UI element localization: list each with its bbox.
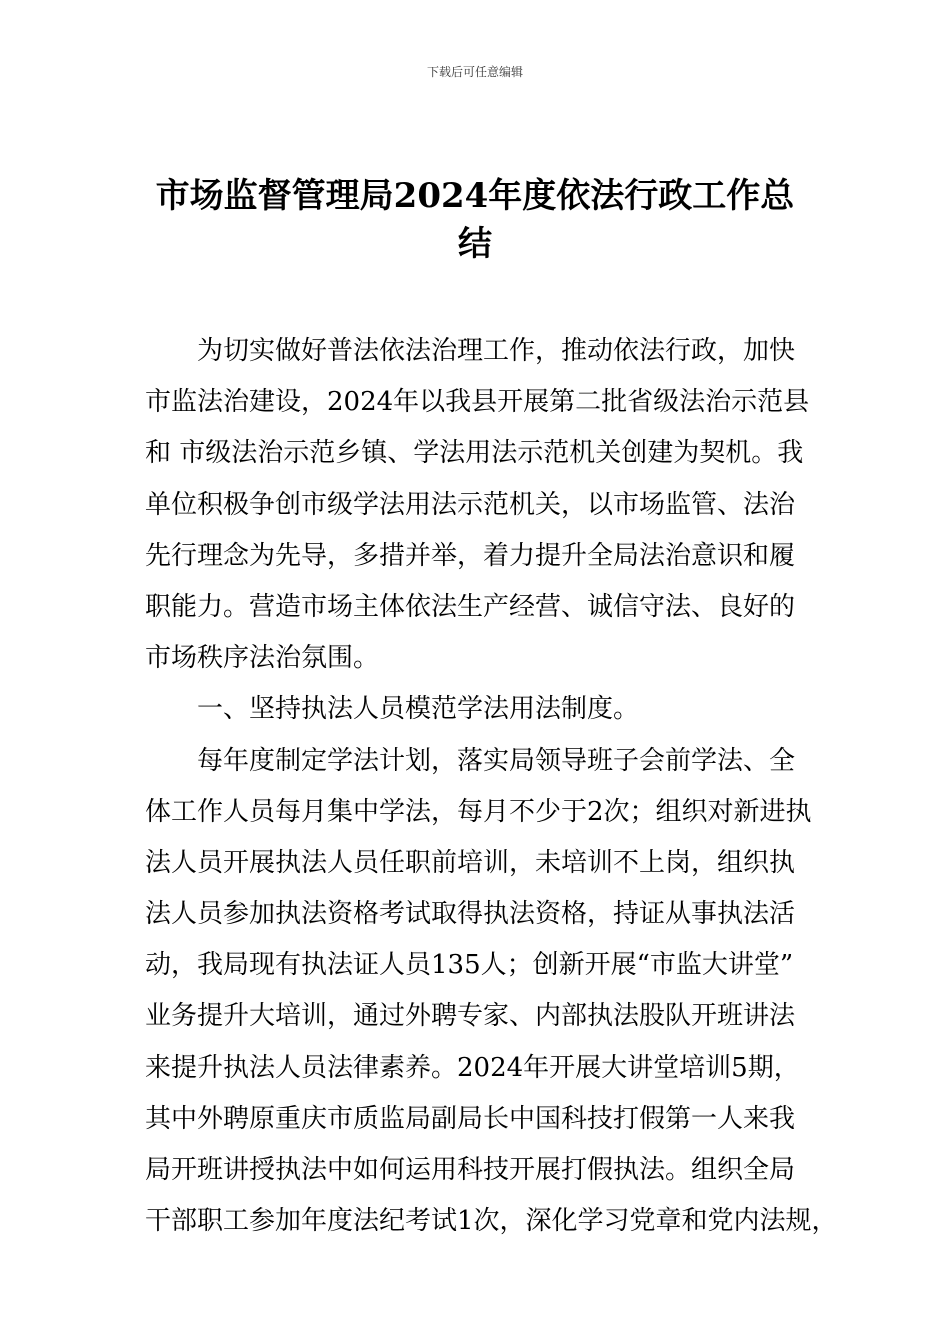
paragraph-1-line-7: 市场秩序法治氛围。	[145, 643, 380, 674]
paragraph-2-line-1: 每年度制定学法计划，落实局领导班子会前学法、全	[197, 745, 796, 776]
page-header: 下载后可任意编辑	[426, 65, 523, 79]
section-heading-1: 一、坚持执法人员模范学法用法制度。	[197, 694, 640, 725]
paragraph-2-line-8: 其中外聘原重庆市质监局副局长中国科技打假第一人来我	[145, 1103, 796, 1134]
title-line-2: 结	[458, 224, 492, 264]
paragraph-1-line-5: 先行理念为先导，多措并举，着力提升全局法治意识和履	[145, 540, 796, 571]
document-body	[145, 326, 838, 1247]
paragraph-2-line-3: 法人员开展执法人员任职前培训，未培训不上岗，组织执	[145, 847, 796, 878]
paragraph-2-line-9: 局开班讲授执法中如何运用科技开展打假执法。组织全局	[145, 1155, 796, 1185]
paragraph-2-line-6: 业务提升大培训，通过外聘专家、内部执法股队开班讲法	[145, 1001, 796, 1032]
paragraph-2-line-7: 来提升执法人员法律素养。2024年开展大讲堂培训5期，	[145, 1052, 800, 1083]
document-title	[140, 172, 810, 268]
paragraph-2-line-5: 动，我局现有执法证人员135人；创新开展“市监大讲堂”	[145, 950, 794, 981]
paragraph-1-line-1: 为切实做好普法依法治理工作，推动依法行政，加快	[197, 336, 796, 366]
paragraph-2-line-2: 体工作人员每月集中学法，每月不少于2次；组织对新进执	[145, 796, 812, 827]
title-line-1: 市场监督管理局2024年度依法行政工作总	[155, 176, 795, 216]
paragraph-1-line-4: 单位积极争创市级学法用法示范机关，以市场监管、法治	[145, 489, 796, 520]
paragraph-1-line-2: 市监法治建设，2024年以我县开展第二批省级法治示范县	[145, 387, 810, 418]
paragraph-1-line-3: 和 市级法治示范乡镇、学法用法示范机关创建为契机。我	[145, 438, 804, 469]
paragraph-1-line-6: 职能力。营造市场主体依法生产经营、诚信守法、良好的	[145, 591, 796, 622]
paragraph-2-line-10: 干部职工参加年度法纪考试1次，深化学习党章和党内法规，	[145, 1206, 838, 1237]
paragraph-2-line-4: 法人员参加执法资格考试取得执法资格，持证从事执法活	[145, 899, 796, 930]
